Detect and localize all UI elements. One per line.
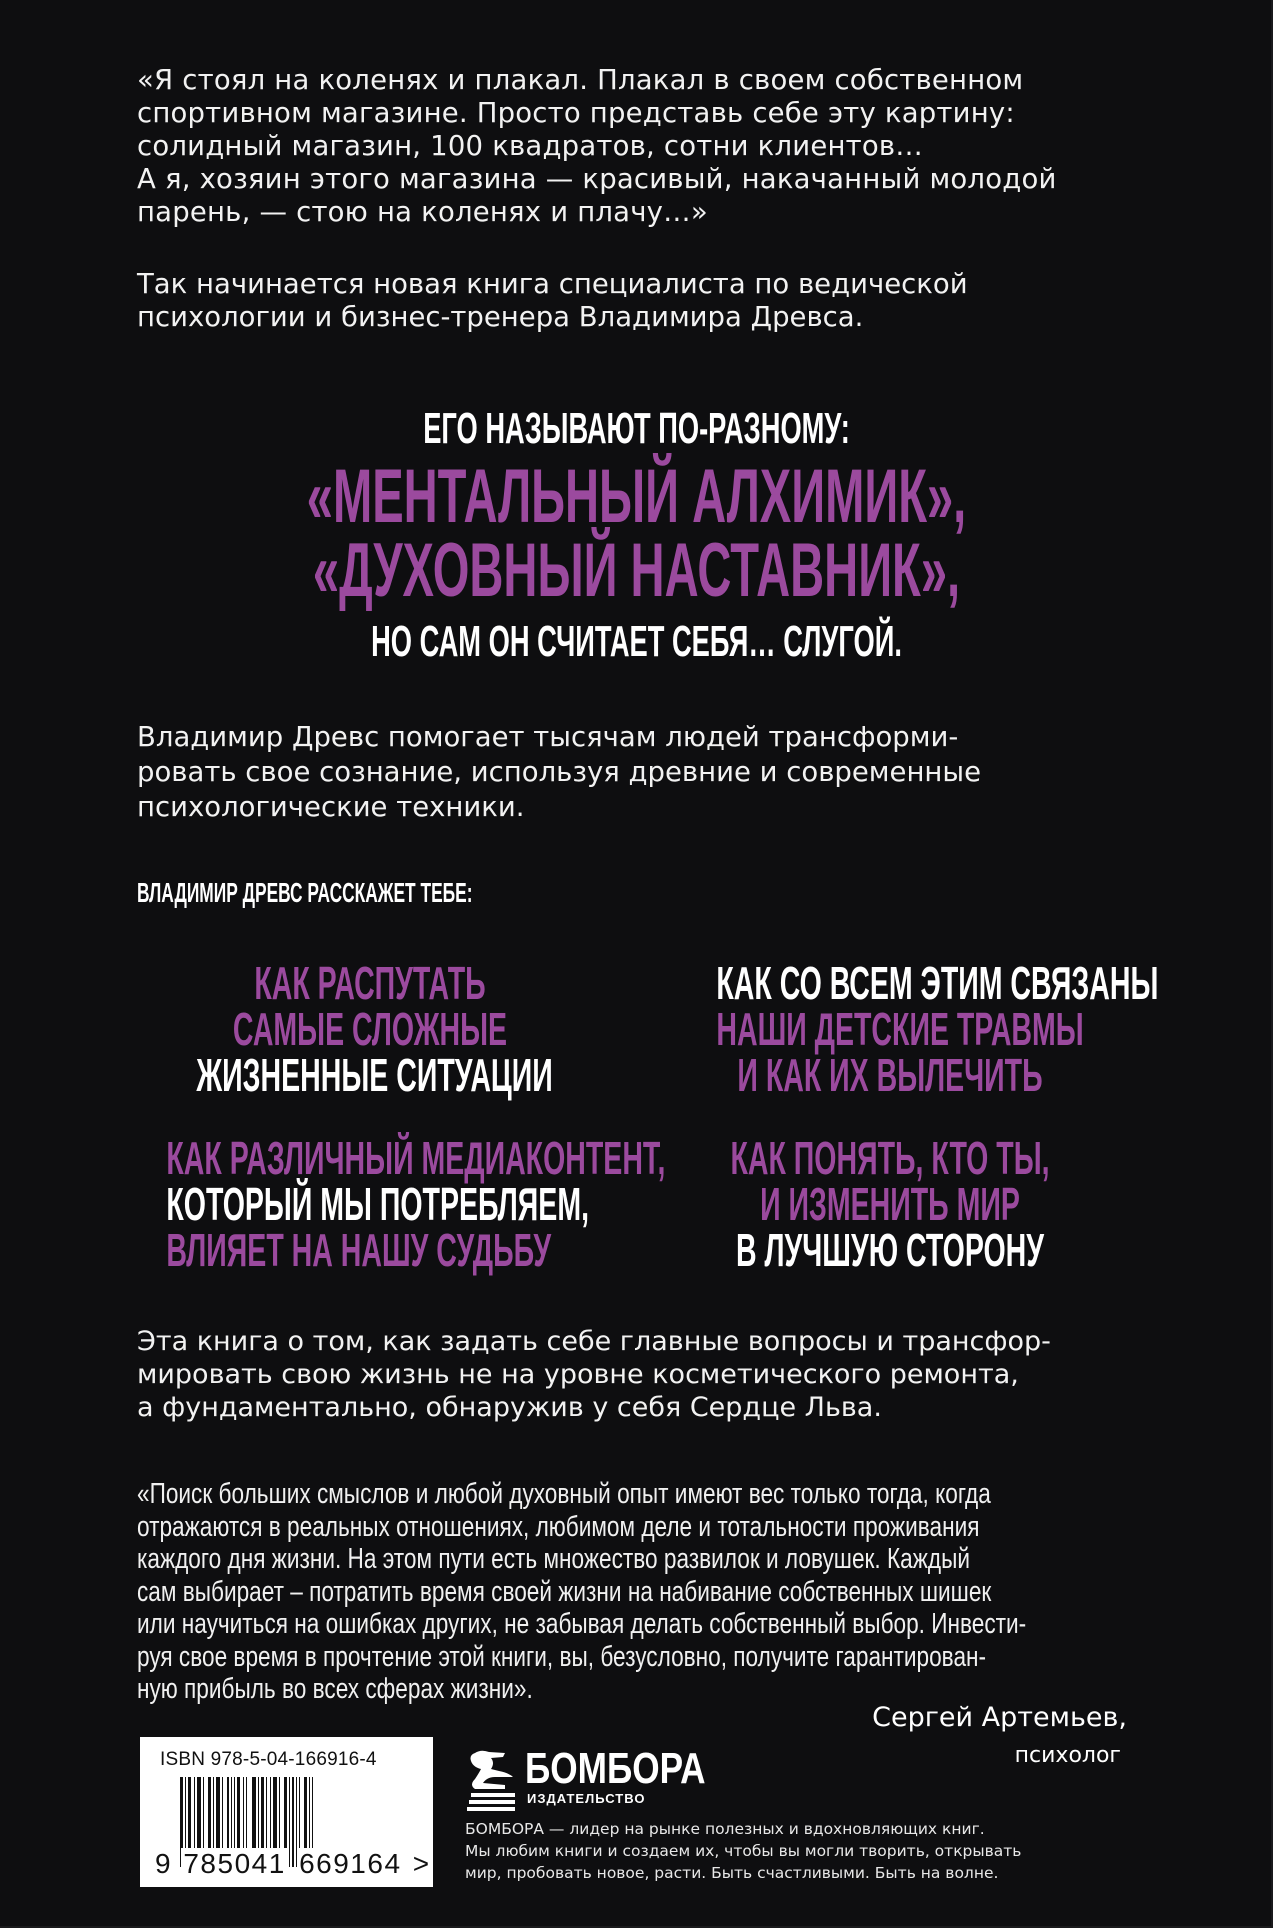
description-line: ровать свое сознание, используя древние и современные — [137, 756, 982, 788]
ean-digits — [155, 1848, 431, 1880]
review-line: каждого дня жизни. На этом пути есть множество развилок и ловушек. Каждый — [137, 1543, 970, 1575]
lead-paragraph — [137, 268, 968, 334]
summary-line: а фундаментально, обнаружив у себя Сердце Льва. — [137, 1392, 882, 1423]
publisher-logo — [465, 1745, 705, 1815]
intro-line: «Я стоял на коленях и плакал. Плакал в своем собственном — [137, 64, 1024, 96]
publisher-logo-name: БОМБОРА — [525, 1744, 706, 1793]
headline-line-3 — [0, 528, 1273, 613]
point-2 — [610, 957, 1170, 1101]
summary-line: мировать свою жизнь не на уровне косметического ремонта, — [137, 1359, 1019, 1390]
headline-text: «МЕНТАЛЬНЫЙ АЛХИМИК», — [306, 454, 967, 539]
point-line: КАК РАЗЛИЧНЫЙ МЕДИАКОНТЕНТ, — [166, 1132, 666, 1184]
summary-paragraph — [137, 1325, 1051, 1424]
review-author: Сергей Артемьев, — [872, 1702, 1127, 1733]
surfer-on-books-icon — [465, 1747, 521, 1813]
intro-line: парень, — стою на коленях и плачу…» — [137, 196, 708, 228]
point-line: НАШИ ДЕТСКИЕ ТРАВМЫ — [716, 1003, 1084, 1055]
point-line: ЖИЗНЕННЫЕ СИТУАЦИИ — [196, 1049, 553, 1101]
ean-left-group: 785041 — [183, 1848, 286, 1879]
ean-arrow: > — [412, 1848, 431, 1879]
headline-text: НО САМ ОН СЧИТАЕТ СЕБЯ… СЛУГОЙ. — [371, 617, 902, 666]
headline-text: «ДУХОВНЫЙ НАСТАВНИК», — [312, 528, 961, 613]
intro-line: солидный магазин, 100 квадратов, сотни клиентов… — [137, 130, 923, 162]
headline-line-2 — [0, 454, 1273, 539]
headline-text: ЕГО НАЗЫВАЮТ ПО-РАЗНОМУ: — [423, 404, 850, 453]
isbn-label: ISBN 978-5-04-166916-4 — [160, 1749, 377, 1770]
point-line: САМЫЕ СЛОЖНЫЕ — [232, 1003, 508, 1055]
lead-line: психологии и бизнес-тренера Владимира Древса. — [137, 301, 864, 333]
point-line: КАК РАСПУТАТЬ — [254, 957, 486, 1009]
ean-right-group: 669164 — [299, 1848, 402, 1879]
description-line: Владимир Древс помогает тысячам людей трансформи- — [137, 721, 959, 753]
summary-line: Эта книга о том, как задать себе главные вопросы и трансфор- — [137, 1326, 1051, 1357]
point-line: КОТОРЫЙ МЫ ПОТРЕБЛЯЕМ, — [166, 1178, 590, 1230]
point-line: И ИЗМЕНИТЬ МИР — [760, 1178, 1020, 1230]
point-line: КАК СО ВСЕМ ЭТИМ СВЯЗАНЫ — [716, 957, 1159, 1009]
review-line: сам выбирает – потратить время своей жизни на набивание собственных шишек — [137, 1575, 992, 1608]
point-line: И КАК ИХ ВЫЛЕЧИТЬ — [737, 1049, 1043, 1101]
publisher-logo-sub: ИЗДАТЕЛЬСТВО — [527, 1791, 646, 1806]
tells-heading: ВЛАДИМИР ДРЕВС РАССКАЖЕТ ТЕБЕ: — [137, 877, 473, 908]
review-line: или научиться на ошибках других, не забывая делать собственный выбор. Инвести- — [137, 1608, 1027, 1640]
point-line: КАК ПОНЯТЬ, КТО ТЫ, — [730, 1132, 1050, 1184]
headline-line-1 — [0, 404, 1273, 454]
review-author-role: психолог — [1014, 1743, 1121, 1768]
review-line: ную прибыль во всех сферах жизни». — [137, 1673, 533, 1705]
isbn-barcode-block — [140, 1737, 433, 1887]
point-3 — [60, 1132, 666, 1276]
intro-line: А я, хозяин этого магазина — красивый, накачанный молодой — [137, 163, 1057, 195]
ean-first-digit: 9 — [155, 1848, 173, 1879]
point-line: ВЛИЯЕТ НА НАШУ СУДЬБУ — [166, 1224, 552, 1276]
review-quote — [137, 1478, 1026, 1706]
publisher-blurb-line: БОМБОРА — лидер на рынке полезных и вдохновляющих книг. — [465, 1820, 985, 1838]
lead-line: Так начинается новая книга специалиста по ведической — [137, 268, 968, 300]
publisher-blurb — [465, 1818, 1021, 1884]
point-1 — [90, 957, 650, 1101]
description-paragraph — [137, 720, 981, 825]
point-4 — [610, 1132, 1170, 1276]
description-line: психологические техники. — [137, 791, 525, 823]
headline-line-4 — [0, 617, 1273, 667]
review-line: руя свое время в прочтение этой книги, вы, безусловно, получите гарантирован- — [137, 1640, 987, 1673]
intro-line: спортивном магазине. Просто представь себе эту картину: — [137, 97, 1015, 129]
publisher-blurb-line: мир, пробовать новое, расти. Быть счастливыми. Быть на волне. — [465, 1864, 999, 1882]
publisher-blurb-line: Мы любим книги и создаем их, чтобы вы могли творить, открывать — [465, 1842, 1022, 1860]
review-line: «Поиск больших смыслов и любой духовный опыт имеют вес только тогда, когда — [137, 1478, 991, 1510]
review-line: отражаются в реальных отношениях, любимом деле и тотальности проживания — [137, 1510, 980, 1543]
point-line: В ЛУЧШУЮ СТОРОНУ — [735, 1224, 1045, 1276]
intro-quote — [137, 64, 1147, 229]
